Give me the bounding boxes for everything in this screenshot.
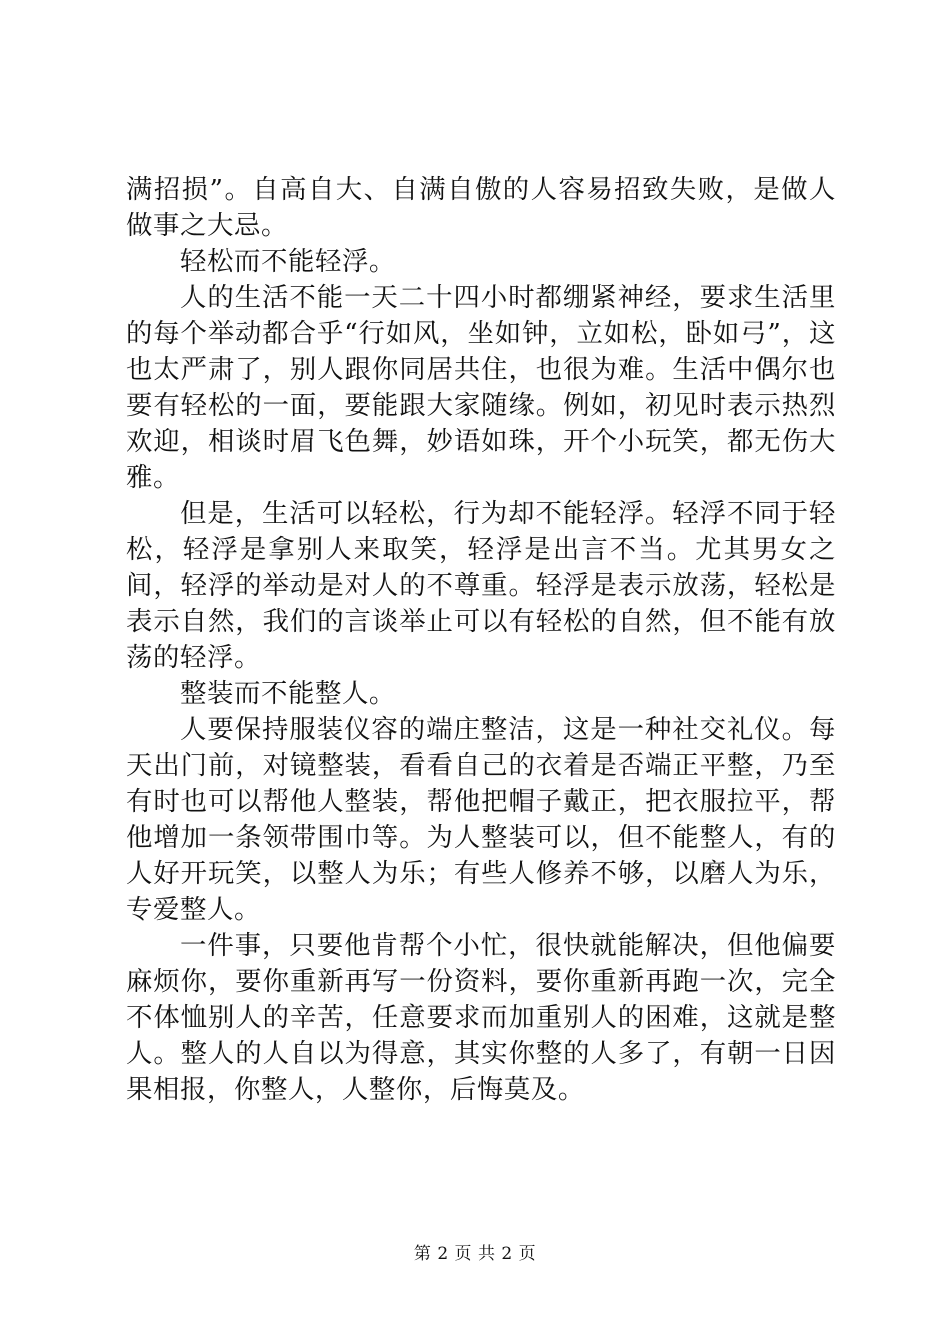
- document-body: [126, 172, 836, 1108]
- paragraph-continued: 满招损”。自高自大、自满自傲的人容易招致失败，是做人做事之大忌。: [126, 174, 836, 241]
- section-heading-dress: 整装而不能整人。: [180, 678, 396, 709]
- section-heading-relaxed: 轻松而不能轻浮。: [180, 246, 396, 277]
- paragraph: 人要保持服装仪容的端庄整洁，这是一种社交礼仪。每天出门前，对镜整装，看看自己的衣着是否端正平整，乃至有时也可以帮他人整装，帮他把帽子戴正，把衣服拉平，帮他增加一条领带围巾等。为人整装可以，但不能整人，有的人好开玩笑，以整人为乐；有些人修养不够，以磨人为乐，专爱整人。: [126, 714, 836, 925]
- paragraph: 人的生活不能一天二十四小时都绷紧神经，要求生活里的每个举动都合乎“行如风，坐如钟，立如松，卧如弓”，这也太严肃了，别人跟你同居共住，也很为难。生活中偶尔也要有轻松的一面，要能跟大家随缘。例如，初见时表示热烈欢迎，相谈时眉飞色舞，妙语如珠，开个小玩笑，都无伤大雅。: [126, 282, 836, 493]
- paragraph: 但是，生活可以轻松，行为却不能轻浮。轻浮不同于轻松，轻浮是拿别人来取笑，轻浮是出言不当。尤其男女之间，轻浮的举动是对人的不尊重。轻浮是表示放荡，轻松是表示自然，我们的言谈举止可以有轻松的自然，但不能有放荡的轻浮。: [126, 498, 836, 673]
- page-number-footer: 第 2 页 共 2 页: [413, 1244, 537, 1264]
- paragraph: 一件事，只要他肯帮个小忙，很快就能解决，但他偏要麻烦你，要你重新再写一份资料，要你重新再跑一次，完全不体恤别人的辛苦，任意要求而加重别人的困难，这就是整人。整人的人自以为得意，其实你整的人多了，有朝一日因果相报，你整人，人整你，后悔莫及。: [126, 930, 836, 1105]
